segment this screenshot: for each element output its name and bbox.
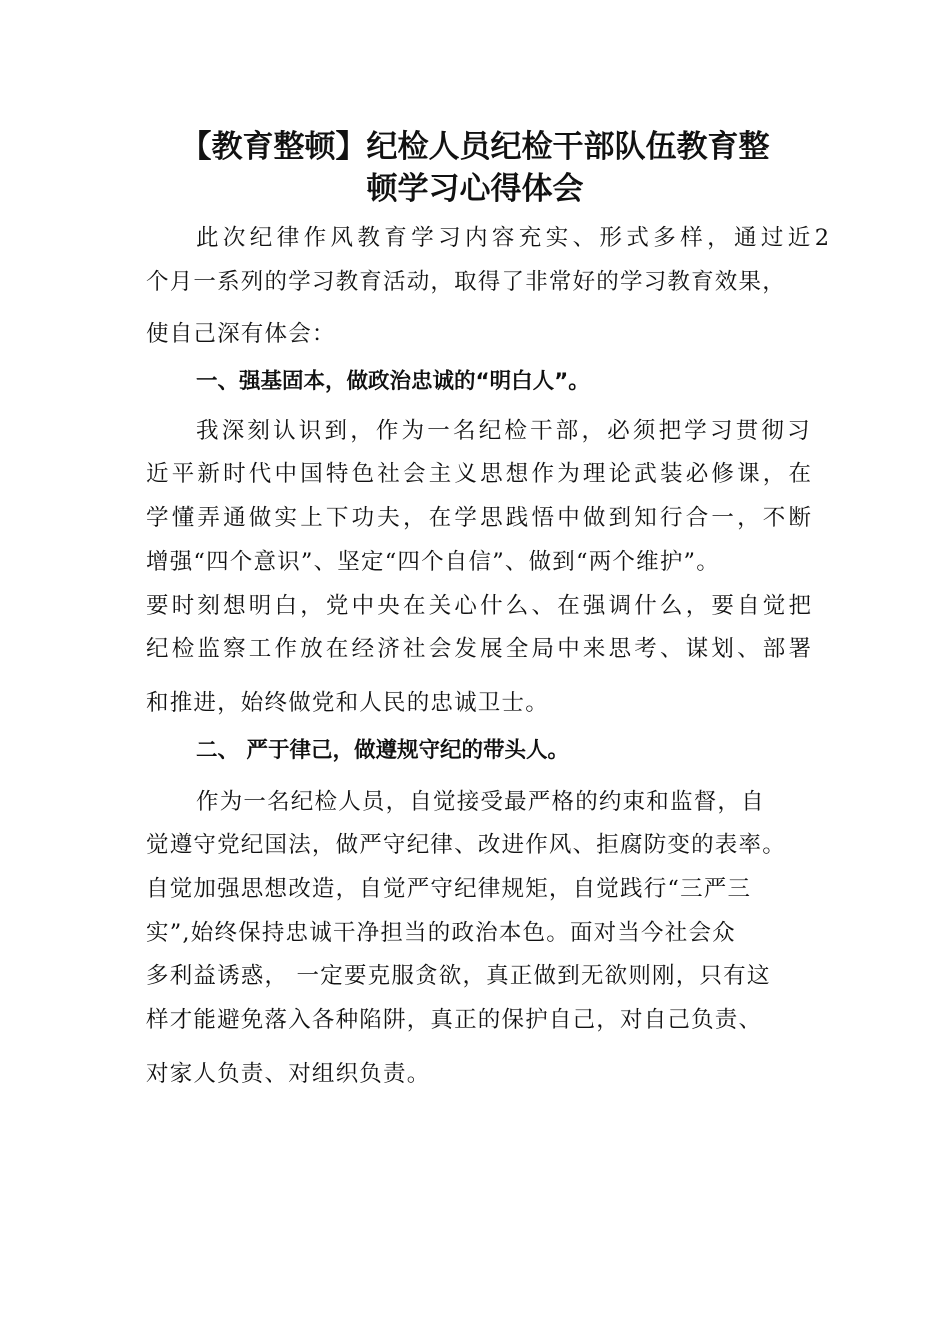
section-1-heading: 一、强基固本，做政治忠诚的“明白人”。	[196, 369, 590, 394]
paragraph-line: 纪检监察工作放在经济社会发展全局中来思考、谋划、部署	[146, 636, 815, 662]
paragraph-line: 实”,始终保持忠诚干净担当的政治本色。面对当今社会众	[146, 920, 736, 946]
paragraph-line: 对家人负责、对组织负责。	[146, 1061, 431, 1087]
paragraph-line: 觉遵守党纪国法，做严守纪律、改进作风、拒腐防变的表率。	[146, 832, 786, 858]
intro-line: 使自己深有体会：	[146, 321, 336, 347]
paragraph-line: 要时刻想明白，党中央在关心什么、在强调什么，要自觉把	[146, 593, 815, 619]
paragraph-line: 和推进，始终做党和人民的忠诚卫士。	[146, 690, 549, 716]
intro-line: 个月一系列的学习教育活动，取得了非常好的学习教育效果，	[146, 269, 786, 295]
paragraph-line: 作为一名纪检人员，自觉接受最严格的约束和监督，自	[196, 789, 765, 815]
paragraph-line: 自觉加强思想改造，自觉严守纪律规矩，自觉践行“三严三	[146, 876, 752, 902]
paragraph-line: 增强“四个意识”、坚定“四个自信”、做到“两个维护”。	[146, 549, 720, 575]
document-title-line-1: 【教育整顿】纪检人员纪检干部队伍教育整	[180, 129, 770, 165]
document-title-line-2: 顿学习心得体会	[366, 171, 584, 207]
paragraph-line: 多利益诱惑， 一定要克服贪欲，真正做到无欲则刚，只有这	[146, 963, 771, 989]
paragraph-line: 近平新时代中国特色社会主义思想作为理论武装必修课，在	[146, 461, 815, 487]
paragraph-line: 样才能避免落入各种陷阱，真正的保护自己，对自己负责、	[146, 1007, 763, 1033]
paragraph-line: 我深刻认识到，作为一名纪检干部，必须把学习贯彻习	[196, 418, 813, 444]
paragraph-line: 学懂弄通做实上下功夫，在学思践悟中做到知行合一，不断	[146, 505, 815, 531]
section-2-heading: 二、 严于律己，做遵规守纪的带头人。	[196, 738, 569, 763]
intro-line: 此次纪律作风教育学习内容充实、形式多样，通过近2	[196, 225, 834, 251]
